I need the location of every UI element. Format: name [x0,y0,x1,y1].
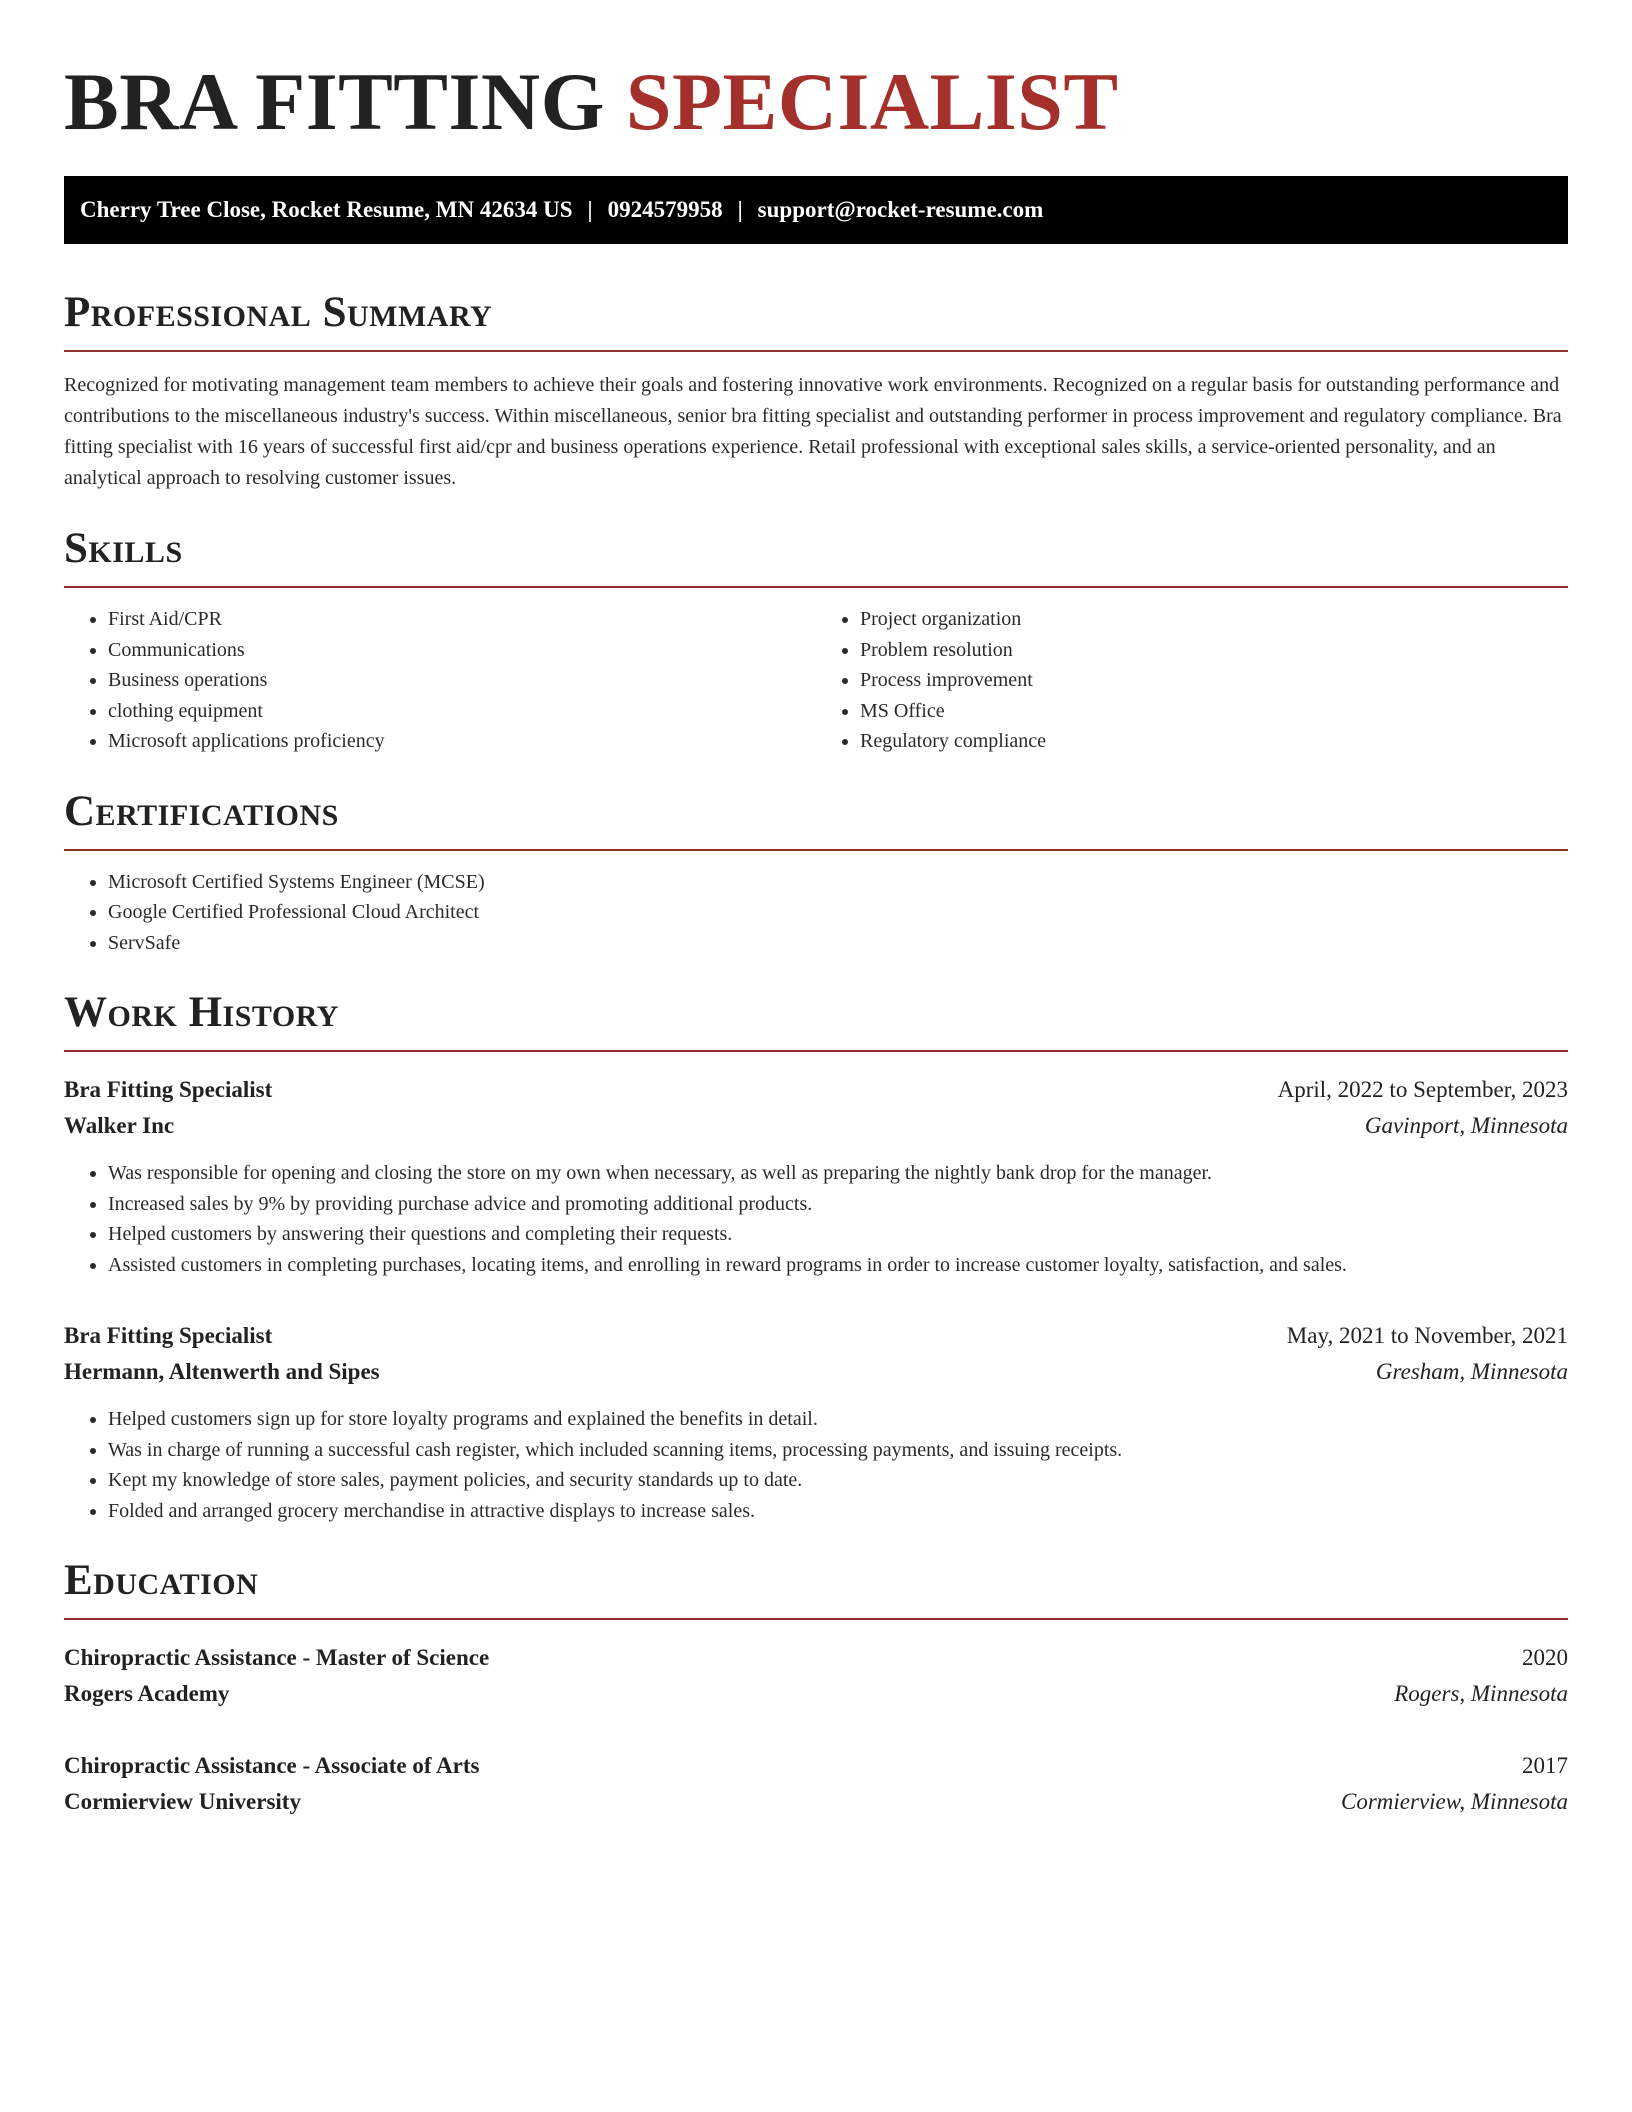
contact-separator: | [587,197,593,222]
education-year: 2020 [1522,1645,1568,1670]
job-company-row [64,1354,1568,1390]
summary-text: Recognized for motivating management team members to achieve their goals and fostering innovative work environments. Recognized on a regular basis for outstanding performance and contributions to the miscellaneous industry's success. Within miscellaneous, senior bra fitting specialist and outstanding performer in process improvement and regulatory compliance. Bra fitting specialist with 16 years of successful first aid/cpr and business operations experience. Retail professional with exceptional sales skills, a service-oriented personality, and an analytical approach to resolving customer issues. [64,374,1562,489]
section-divider [64,350,1568,352]
job-bullet: • Was responsible for opening and closing the store on my own when necessary, as well as preparing the nightly bank drop for the manager. [108,1158,1568,1189]
job-bullets [64,1404,1568,1526]
certifications-title: Certifications [64,787,339,835]
job-bullet: • Was in charge of running a successful cash register, which included scanning items, processing payments, and issuing receipts. [108,1435,1568,1466]
work-history-section [64,988,1568,1526]
section-divider [64,1050,1568,1052]
section-divider [64,849,1568,851]
job-header-row [64,1318,1568,1354]
education-header-row [64,1640,1568,1676]
education-degree: Chiropractic Assistance - Associate of Arts [64,1753,480,1778]
resume-name [64,52,1568,152]
job-bullet: • Helped customers sign up for store loyalty programs and explained the benefits in detail. [108,1404,1568,1435]
job-bullet: • Increased sales by 9% by providing purchase advice and promoting additional products. [108,1189,1568,1220]
skills-list-left [64,604,816,757]
certification-item: • ServSafe [108,928,1568,959]
education-school-row [64,1676,1568,1712]
job-bullet: • Helped customers by answering their questions and completing their requests. [108,1219,1568,1250]
education-school: Rogers Academy [64,1681,230,1706]
contact-separator: | [737,197,743,222]
skills-list-right [816,604,1568,757]
job-bullet: • Assisted customers in completing purchases, locating items, and enrolling in reward programs in order to increase customer loyalty, satisfaction, and sales. [108,1250,1568,1281]
skill-item: • MS Office [860,696,1568,727]
skill-item: • Communications [108,635,816,666]
education-degree: Chiropractic Assistance - Master of Science [64,1645,490,1670]
job-bullets [64,1158,1568,1280]
skill-item: • Project organization [860,604,1568,635]
job-entry [64,1072,1568,1280]
skill-item: • First Aid/CPR [108,604,816,635]
education-section [64,1556,1568,1820]
summary-title: Professional Summary [64,289,493,336]
skill-item: • Problem resolution [860,635,1568,666]
skill-item: • Microsoft applications proficiency [108,726,816,757]
job-location: Gresham, Minnesota [1375,1359,1568,1384]
job-company: Hermann, Altenwerth and Sipes [64,1359,380,1384]
name-accent: SPECIALIST [625,56,1119,147]
job-header-row [64,1072,1568,1108]
job-location: Gavinport, Minnesota [1364,1113,1568,1138]
education-school: Cormierview University [64,1789,301,1814]
certification-item: • Google Certified Professional Cloud Architect [108,897,1568,928]
skill-item: • clothing equipment [108,696,816,727]
skills-grid [64,588,1568,757]
skills-title: Skills [64,525,183,572]
certification-item: • Microsoft Certified Systems Engineer (MCSE) [108,867,1568,898]
job-company-row [64,1108,1568,1144]
skill-item: • Process improvement [860,665,1568,696]
job-dates: April, 2022 to September, 2023 [1277,1077,1568,1102]
skills-section [64,524,1568,757]
contact-bar [64,176,1568,244]
education-year: 2017 [1522,1753,1568,1778]
job-role: Bra Fitting Specialist [64,1077,273,1102]
job-bullet: • Kept my knowledge of store sales, payment policies, and security standards up to date. [108,1465,1568,1496]
section-divider [64,1618,1568,1620]
education-entry [64,1640,1568,1712]
skill-item: • Business operations [108,665,816,696]
certifications-section [64,787,1568,959]
contact-address: Cherry Tree Close, Rocket Resume, MN 42634 US [80,197,573,222]
job-company: Walker Inc [64,1113,175,1138]
job-bullet: • Folded and arranged grocery merchandise in attractive displays to increase sales. [108,1496,1568,1527]
education-entry [64,1748,1568,1820]
contact-phone: 0924579958 [607,197,723,222]
education-header-row [64,1748,1568,1784]
education-location: Rogers, Minnesota [1394,1681,1568,1706]
work-history-title: Work History [64,989,339,1036]
education-school-row [64,1784,1568,1820]
skill-item: • Regulatory compliance [860,726,1568,757]
education-location: Cormierview, Minnesota [1341,1789,1568,1814]
name-main: BRA FITTING [64,56,605,147]
job-dates: May, 2021 to November, 2021 [1286,1323,1568,1348]
education-title: Education [64,1557,259,1604]
certifications-list [64,867,1568,959]
job-role: Bra Fitting Specialist [64,1323,273,1348]
job-entry [64,1318,1568,1526]
summary-section [64,288,1568,494]
contact-email: support@rocket-resume.com [757,197,1044,222]
